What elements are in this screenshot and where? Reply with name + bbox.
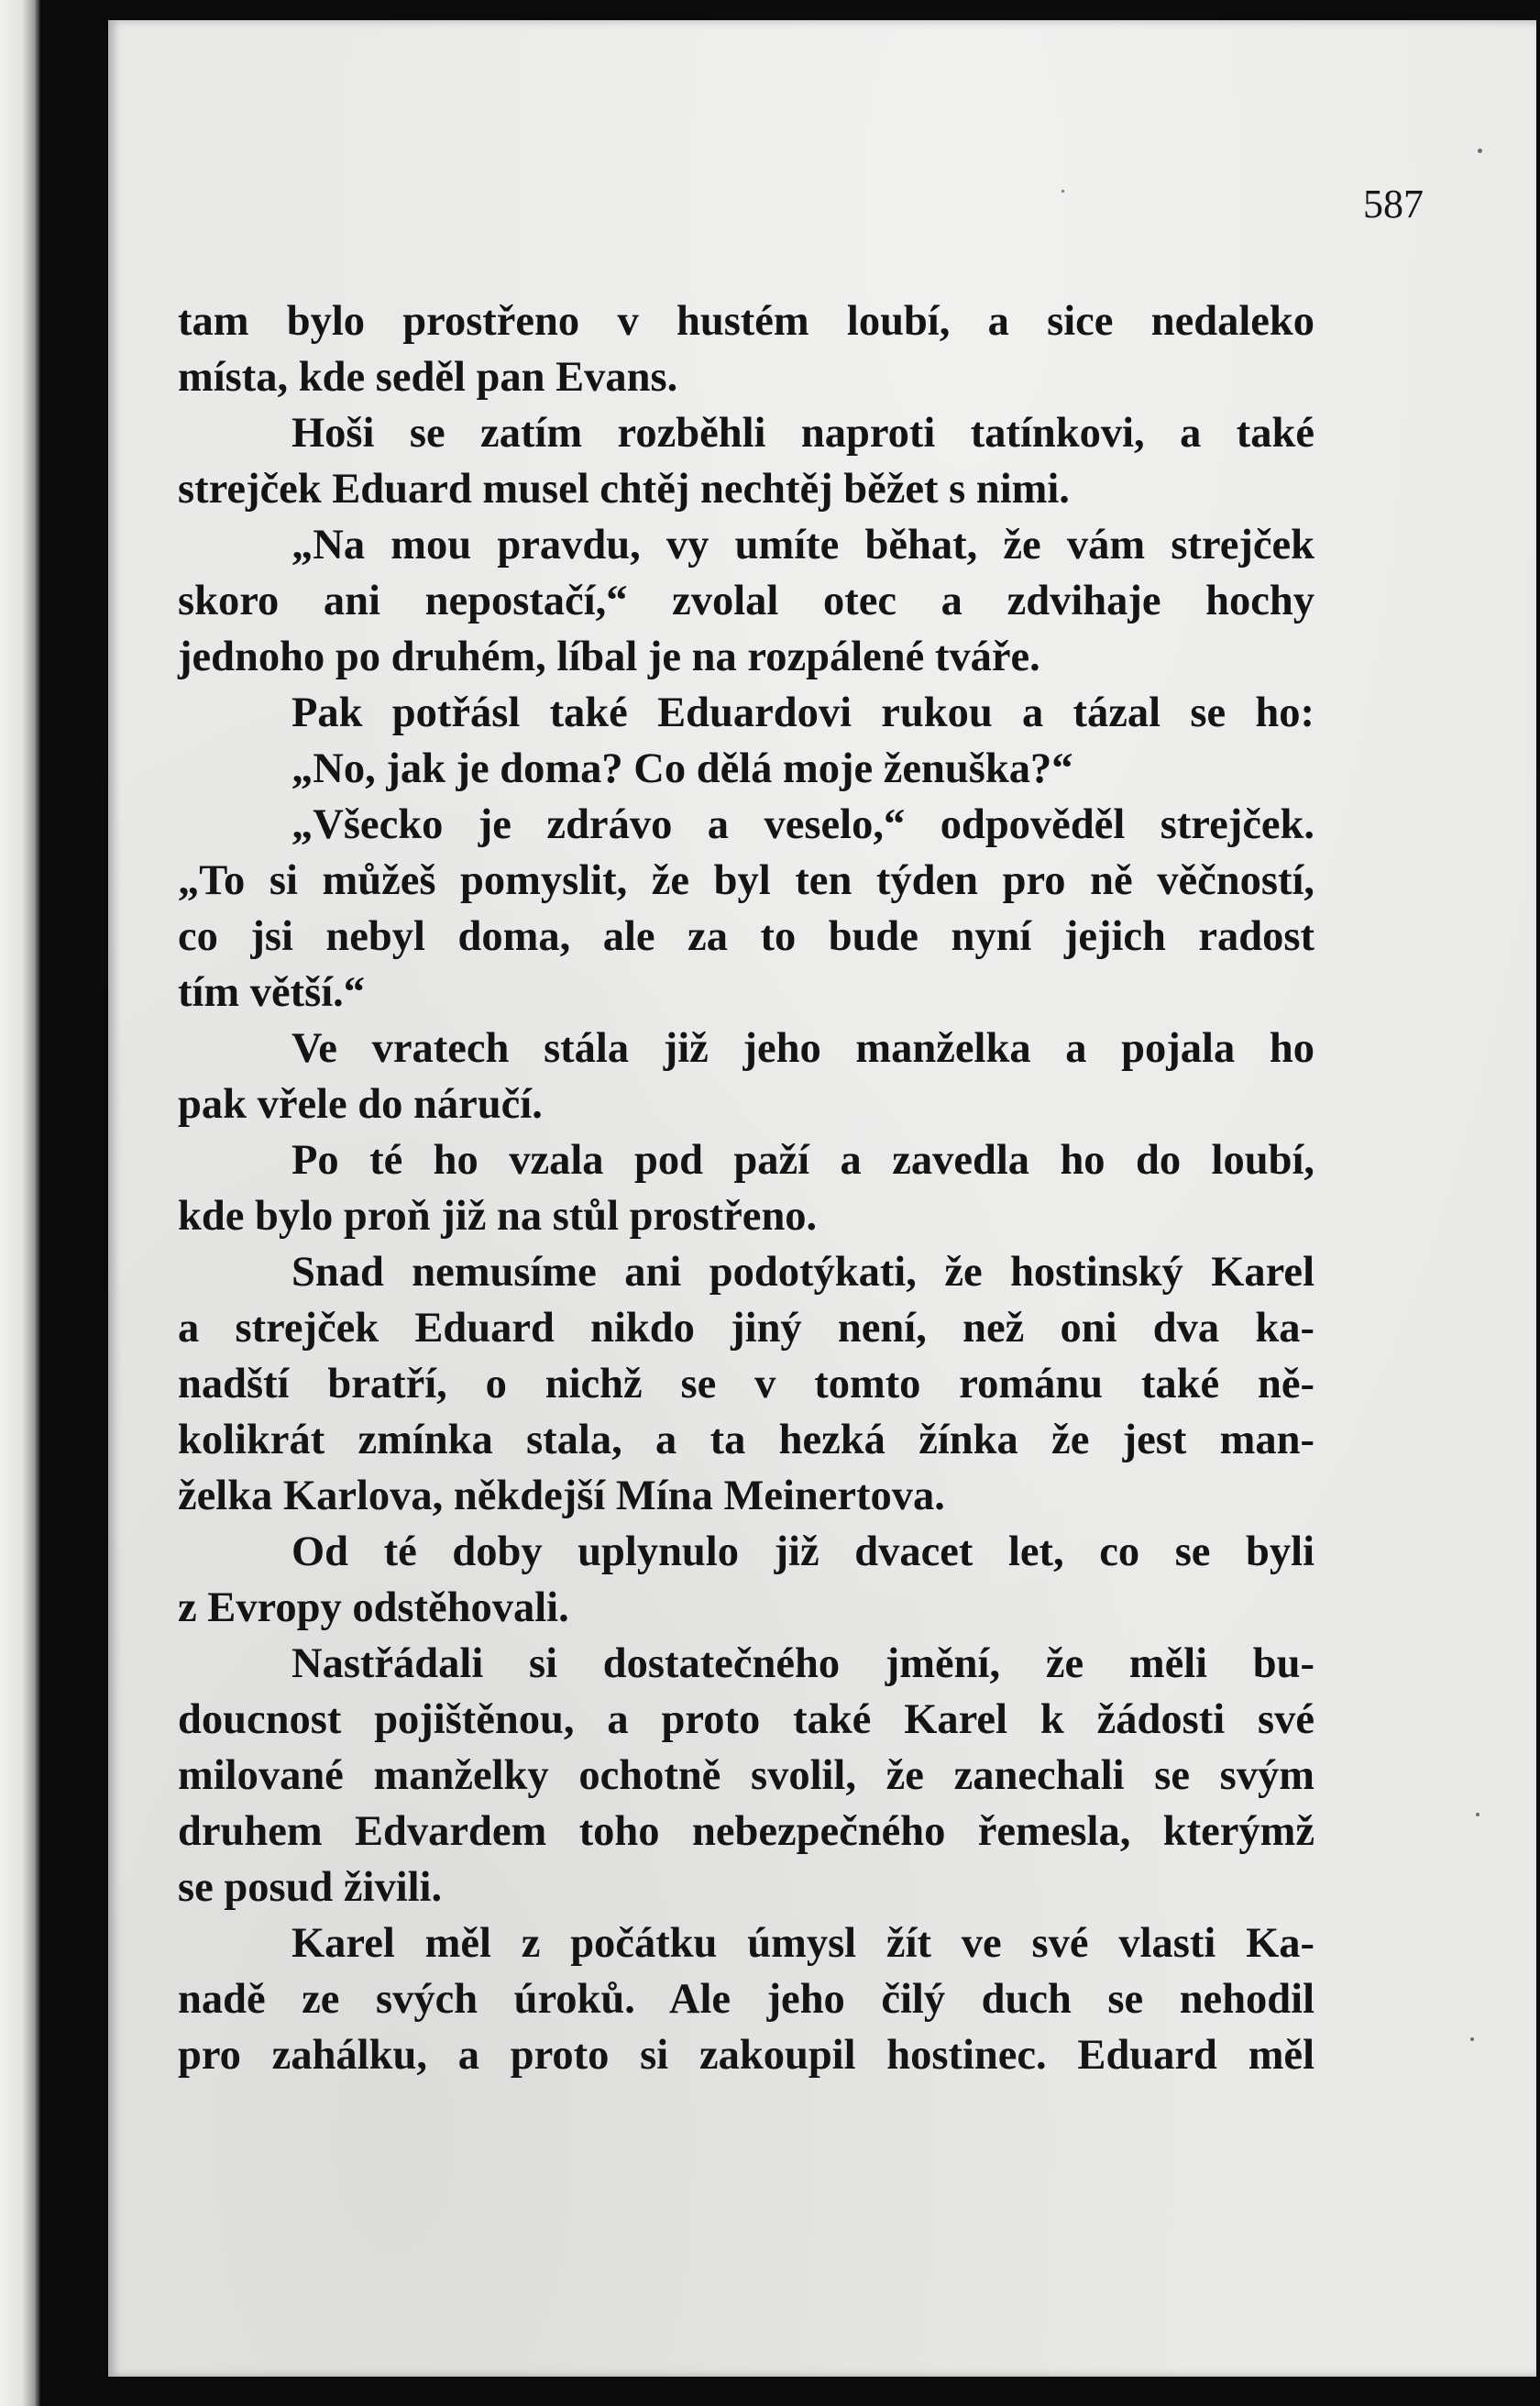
text-line: Karel měl z počátku úmysl žít ve své vlasti Ka-: [292, 1920, 1314, 1967]
text-line: kolikrát zmínka stala, a ta hezká žínka že jest man-: [178, 1417, 1314, 1463]
text-line: Nastřádali si dostatečného jmění, že měli bu-: [292, 1640, 1314, 1687]
text-line: želka Karlova, někdejší Mína Meinertova.: [178, 1473, 945, 1519]
text-line: pak vřele do náručí.: [178, 1081, 543, 1128]
text-line: tím větší.“: [178, 969, 366, 1016]
text-line: se posud živili.: [178, 1864, 443, 1911]
ink-speck: [1478, 149, 1482, 153]
text-line: Ve vratech stála již jeho manželka a pojala ho: [292, 1025, 1314, 1072]
facing-page-edge: [0, 0, 40, 2406]
text-line: jednoho po druhém, líbal je na rozpálené tváře.: [178, 634, 1040, 680]
text-line: Snad nemusíme ani podotýkati, že hostinský Karel: [292, 1249, 1314, 1296]
text-line: „Všecko je zdrávo a veselo,“ odpověděl strejček.: [292, 801, 1314, 848]
text-line: z Evropy odstěhovali.: [178, 1584, 569, 1631]
page-sheet: [108, 20, 1536, 2377]
text-line: strejček Eduard musel chtěj nechtěj běžet s nimi.: [178, 466, 1070, 513]
text-line: „To si můžeš pomyslit, že byl ten týden pro ně věčností,: [178, 857, 1314, 904]
text-line: Pak potřásl také Eduardovi rukou a tázal se ho:: [292, 690, 1314, 736]
text-line: skoro ani nepostačí,“ zvolal otec a zdvihaje hochy: [178, 578, 1314, 624]
text-line: Hoši se zatím rozběhli naproti tatínkovi, a také: [292, 410, 1314, 457]
text-line: pro zahálku, a proto si zakoupil hostinec. Eduard měl: [178, 2032, 1314, 2079]
text-line: tam bylo prostřeno v hustém loubí, a sice nedaleko: [178, 298, 1314, 345]
text-line: co jsi nebyl doma, ale za to bude nyní jejich radost: [178, 913, 1314, 960]
text-line: druhem Edvardem toho nebezpečného řemesla, kterýmž: [178, 1808, 1314, 1855]
text-line: místa, kde seděl pan Evans.: [178, 354, 678, 401]
ink-speck: [1062, 190, 1064, 193]
text-line: kde bylo proň již na stůl prostřeno.: [178, 1193, 818, 1240]
text-line: „No, jak je doma? Co dělá moje ženuška?“: [292, 745, 1073, 792]
text-line: Od té doby uplynulo již dvacet let, co se byli: [292, 1529, 1314, 1575]
text-line: nadští bratří, o nichž se v tomto románu také ně-: [178, 1361, 1314, 1407]
ink-speck: [1470, 2037, 1474, 2041]
ink-speck: [1476, 1813, 1480, 1816]
text-line: milované manželky ochotně svolil, že zanechali se svým: [178, 1752, 1314, 1799]
text-line: Po té ho vzala pod paží a zavedla ho do loubí,: [292, 1137, 1314, 1184]
text-line: doucnost pojištěnou, a proto také Karel k žádosti své: [178, 1696, 1314, 1743]
text-line: a strejček Eduard nikdo jiný není, než oni dva ka-: [178, 1305, 1314, 1352]
text-line: nadě ze svých úroků. Ale jeho čilý duch se nehodil: [178, 1976, 1314, 2023]
body-text: [178, 293, 1314, 2083]
page-number: 587: [1363, 182, 1424, 226]
text-line: „Na mou pravdu, vy umíte běhat, že vám strejček: [292, 522, 1314, 568]
